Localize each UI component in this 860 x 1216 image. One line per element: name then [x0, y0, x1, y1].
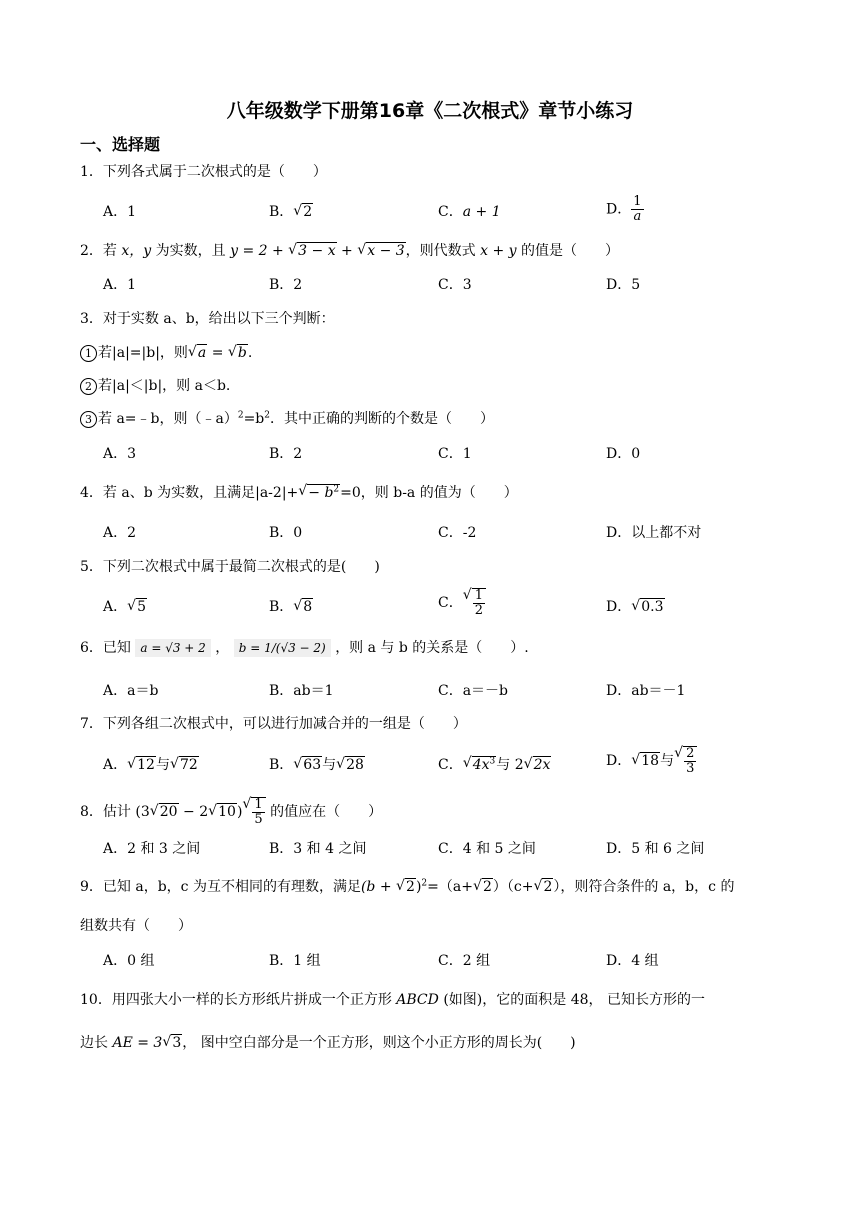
sqrt-symbol [396, 879, 416, 895]
q10-text: ， 图中空白部分是一个正方形，则这个小正方形的周长为( ) [182, 1035, 576, 1051]
q2-text: 为实数，且 [151, 243, 231, 259]
radicand: 2 [406, 879, 415, 895]
q8-option-b: B．3 和 4 之间 [269, 841, 367, 857]
question-3-stem: 3．对于实数 a、b，给出以下三个判断： [80, 311, 335, 327]
radicand: 2 [543, 879, 553, 895]
fraction [683, 746, 697, 776]
q9-expr: ) [415, 879, 422, 895]
question-7-stem: 7．下列各组二次根式中，可以进行加减合并的一组是（ ） [80, 716, 467, 732]
sqrt-symbol [357, 243, 405, 259]
superscript: 2 [333, 484, 340, 495]
sqrt-symbol [228, 345, 248, 361]
q1-option-b-radicand: 2 [303, 204, 313, 220]
q3-item-1-text: 若|a|=|b|，则 [98, 345, 188, 361]
page-title: 八年级数学下册第16章《二次根式》章节小练习 [226, 100, 634, 122]
label: B． [269, 757, 294, 773]
fraction [251, 797, 265, 827]
q1-option-b-label: B． [269, 204, 294, 220]
question-6-stem [80, 637, 529, 657]
q3-option-d: D．0 [606, 446, 641, 462]
sqrt-symbol [293, 599, 313, 615]
sqrt-symbol [473, 879, 493, 895]
formula-image-b: b = 1/(√3 − 2) [234, 639, 331, 657]
question-1-stem: 1．下列各式属于二次根式的是（ ） [80, 164, 327, 180]
conjunction: 与 [660, 753, 675, 769]
comma: ， [215, 640, 230, 656]
label: A． [103, 599, 128, 615]
radicand: 2x [533, 757, 551, 773]
radicand: 2 [482, 879, 492, 895]
sqrt-symbol [298, 484, 340, 501]
q10-text: 边长 [80, 1035, 113, 1051]
q3-item-2-text: 若|a|＜|b|，则 a＜b. [98, 378, 231, 394]
q3-item-1 [80, 342, 252, 362]
fraction [631, 195, 643, 224]
q2-text: 2．若 [80, 243, 122, 259]
radicand: 10 [218, 804, 236, 820]
q8-text: 8．估计 [80, 804, 136, 820]
denominator: 3 [686, 761, 695, 776]
sqrt-symbol [463, 588, 486, 618]
numerator: √ 1 [474, 588, 483, 603]
q7-option-b [269, 754, 365, 774]
sqrt-symbol [293, 757, 322, 773]
q10-equation: AE = 3 [112, 1035, 163, 1051]
question-8-stem [80, 797, 382, 827]
q7-option-d [606, 746, 697, 776]
q4-text: =0，则 b-a 的值为（ ） [340, 485, 518, 501]
q9-option-a: A．0 组 [103, 953, 155, 969]
q10-square-name: ABCD [396, 992, 439, 1008]
q8-option-d: D．5 和 6 之间 [606, 841, 705, 857]
q2-radicand-1: 3 − x [298, 243, 336, 259]
numerator: √ 2 [686, 746, 695, 761]
q3-item-3-text: 若 a=﹣b，则（﹣a） [98, 411, 238, 427]
question-9-stem [80, 876, 734, 896]
q3-item-3-text: ．其中正确的判断的个数是（ ） [270, 411, 495, 427]
q4-text: 4．若 a、b 为实数，且满足|a-2|+ [80, 485, 299, 501]
equals: = [207, 345, 228, 361]
q8-expr: ) [236, 804, 243, 820]
q6-text: 6．已知 [80, 640, 131, 656]
denominator: a [633, 209, 642, 224]
radicand: 18 [641, 753, 660, 769]
superscript: 2 [421, 878, 428, 889]
q4-option-c: C．-2 [438, 525, 477, 541]
radicand: 12 [137, 757, 155, 773]
q9-option-c: C．2 组 [438, 953, 491, 969]
q1-option-d [606, 195, 644, 224]
conjunction: 与 [155, 757, 170, 773]
q9-option-d: D．4 组 [606, 953, 659, 969]
q8-text: 的值应在（ ） [265, 804, 383, 820]
conjunction: 与 [322, 757, 337, 773]
q8-option-c: C．4 和 5 之间 [438, 841, 536, 857]
q1-option-c [438, 201, 501, 221]
circled-number: 2 [80, 378, 97, 395]
q2-option-d: D．5 [606, 277, 641, 293]
q1-option-c-label: C． [438, 204, 463, 220]
radicand: 3 [172, 1035, 182, 1051]
q9-option-b: B．1 组 [269, 953, 321, 969]
q9-text: ）（c+ [492, 879, 534, 895]
circled-number: 3 [80, 411, 97, 428]
question-5-stem: 5．下列二次根式中属于最简二次根式的是( ) [80, 559, 380, 575]
q3-item-3-text: =b [243, 411, 265, 427]
sqrt-symbol [150, 804, 179, 820]
question-9-line-2: 组数共有（ ） [80, 918, 192, 934]
sqrt-symbol [127, 599, 147, 615]
q2-option-c: C．3 [438, 277, 472, 293]
q1-option-c-expr: a + 1 [462, 204, 501, 220]
conjunction: 与 2 [496, 757, 524, 773]
sqrt-symbol [242, 797, 265, 827]
q7-option-a [103, 754, 199, 774]
q4-option-d: D．以上都不对 [606, 525, 702, 541]
question-4-stem [80, 482, 518, 502]
q3-option-c: C．1 [438, 446, 472, 462]
sqrt-symbol [463, 756, 497, 773]
q6-option-b: B．ab＝1 [269, 683, 334, 699]
radicand: 72 [179, 757, 198, 773]
q1-option-b [269, 201, 313, 221]
q8-option-a: A．2 和 3 之间 [103, 841, 201, 857]
fraction [472, 588, 486, 618]
q5-option-a [103, 596, 147, 616]
radicand: 63 [303, 757, 322, 773]
q6-option-d: D．ab＝－1 [606, 683, 686, 699]
radicand: 8 [303, 599, 313, 615]
label: D． [606, 753, 632, 769]
denominator: 5 [254, 812, 263, 827]
q1-option-a: A．1 [103, 204, 137, 220]
q5-option-d [606, 596, 665, 616]
superscript: 2 [264, 410, 271, 421]
q9-text: ），则符合条件的 a，b，c 的 [553, 879, 735, 895]
label: C． [438, 595, 463, 611]
q2-sum: x + y [480, 243, 517, 259]
superscript: 3 [489, 756, 496, 767]
q2-variables: x，y [121, 243, 152, 259]
radicand: 5 [137, 599, 147, 615]
q8-expr: (3 [135, 804, 150, 820]
q2-text: 的值是（ ） [516, 243, 620, 259]
q9-text: =（a+ [427, 879, 473, 895]
q9-expr: (b + [360, 879, 397, 895]
radicand: b [237, 345, 247, 361]
question-10-line-2 [80, 1032, 576, 1052]
q6-option-a: A．a＝b [103, 683, 159, 699]
sqrt-symbol [293, 204, 313, 220]
q3-option-a: A．3 [103, 446, 137, 462]
denominator: 2 [474, 603, 483, 618]
label: D． [606, 599, 632, 615]
q5-option-c [438, 588, 486, 618]
sqrt-symbol [336, 757, 365, 773]
radicand: a [197, 345, 207, 361]
q8-expr: − 2 [178, 804, 209, 820]
sqrt-symbol [631, 599, 664, 615]
question-10-line-1 [80, 989, 705, 1009]
q3-option-b: B．2 [269, 446, 303, 462]
radicand: 20 [159, 804, 178, 820]
radicand: 28 [346, 757, 364, 773]
sqrt-symbol [524, 757, 552, 773]
q6-option-c: C．a＝－b [438, 683, 509, 699]
sqrt-symbol [288, 243, 336, 259]
radicand: 4x [472, 757, 490, 773]
radicand: − b [308, 485, 334, 501]
label: A． [103, 757, 128, 773]
q2-plus: + [336, 243, 358, 259]
section-heading: 一、选择题 [80, 135, 161, 154]
circled-number: 1 [80, 345, 97, 362]
q10-text: 10．用四张大小一样的长方形纸片拼成一个正方形 [80, 992, 397, 1008]
q3-item-2 [80, 375, 230, 395]
q7-option-c [438, 754, 551, 774]
q10-text: (如图)，它的面积是 48， 已知长方形的一 [438, 992, 705, 1008]
sqrt-symbol [533, 879, 553, 895]
q2-text: ，则代数式 [405, 243, 481, 259]
sqrt-symbol [162, 1035, 182, 1051]
sqrt-symbol [127, 757, 156, 773]
question-2-stem [80, 240, 619, 260]
q5-option-b [269, 596, 313, 616]
q2-equation: y = 2 + [230, 243, 289, 259]
q4-option-b: B．0 [269, 525, 303, 541]
label: B． [269, 599, 294, 615]
sqrt-symbol [170, 757, 199, 773]
numerator: √ 1 [254, 797, 263, 812]
formula-image-a: a = √3 + 2 [135, 639, 210, 657]
period: . [247, 345, 253, 361]
q4-option-a: A．2 [103, 525, 137, 541]
q2-radicand-2: x − 3 [367, 243, 405, 259]
q1-option-d-label: D． [606, 201, 632, 218]
numerator: 1 [633, 194, 642, 209]
sqrt-symbol [631, 753, 660, 769]
label: C． [438, 757, 463, 773]
sqrt-symbol [208, 804, 237, 820]
superscript: 2 [237, 410, 244, 421]
sqrt-symbol [674, 746, 697, 776]
q2-option-a: A．1 [103, 277, 137, 293]
radicand: 0.3 [641, 599, 664, 615]
q2-option-b: B．2 [269, 277, 303, 293]
q3-item-3 [80, 408, 494, 428]
sqrt-symbol [188, 345, 207, 361]
q6-text: ，则 a 与 b 的关系是（ ）. [335, 640, 529, 656]
q9-text: 9．已知 a，b，c 为互不相同的有理数，满足 [80, 879, 361, 895]
